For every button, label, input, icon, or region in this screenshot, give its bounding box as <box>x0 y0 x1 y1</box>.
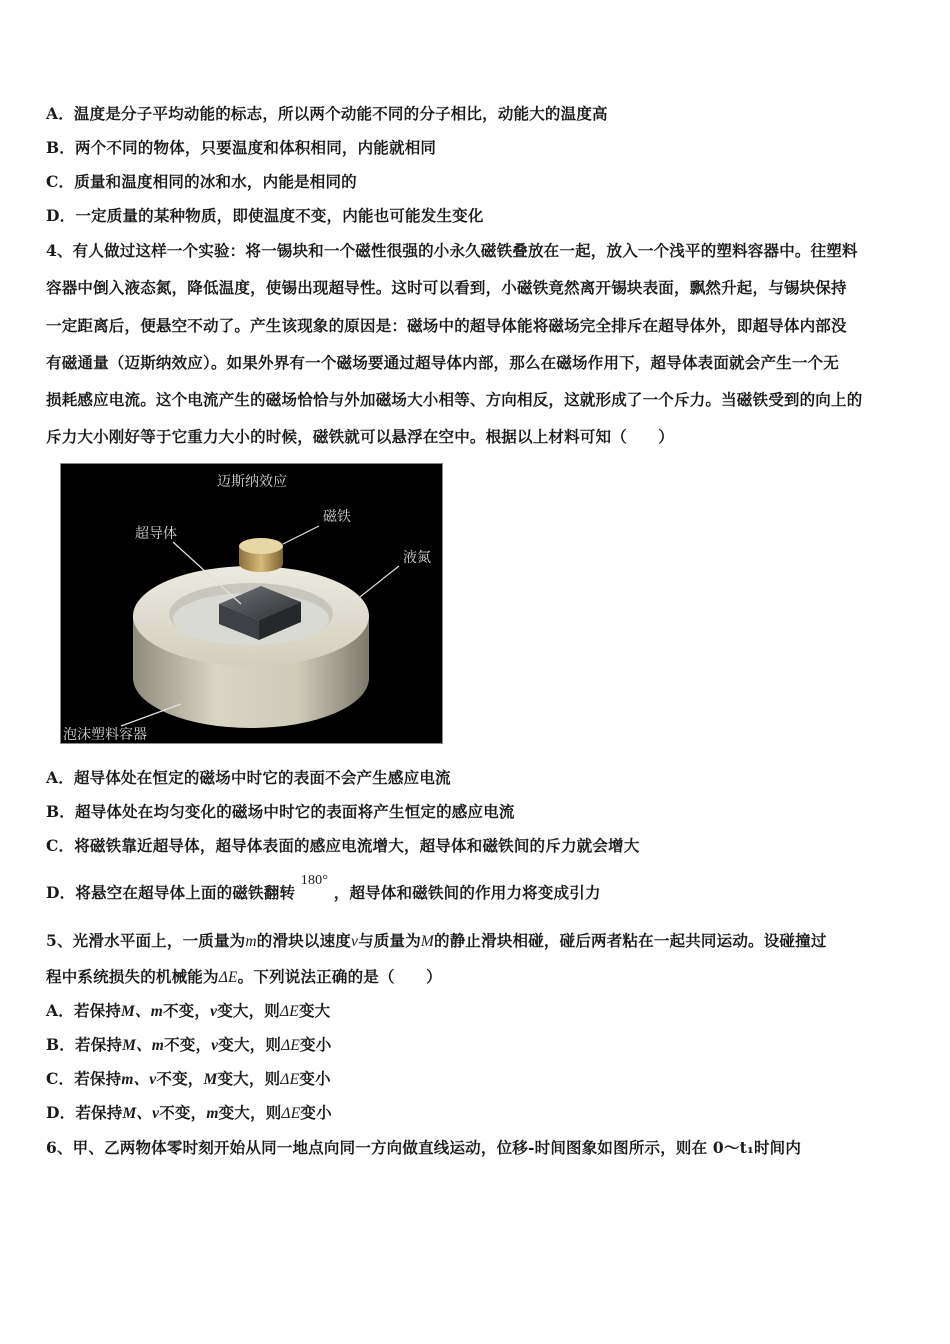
option-end: 变小 <box>300 1103 332 1122</box>
option-post: 变大，则 <box>217 1069 281 1088</box>
q4-option-d <box>46 873 601 903</box>
option-prefix: D．若保持 <box>46 1103 123 1122</box>
option-mid: 不变， <box>159 1103 207 1122</box>
q4-stem-line-5: 损耗感应电流。这个电流产生的磁场恰恰与外加磁场大小相等、方向相反，这就形成了一个斥力。当磁铁受到的向上的 <box>46 390 863 409</box>
q5-stem-text-1: 5、光滑水平面上，一质量为 <box>46 931 246 950</box>
option-delta-e: ΔE <box>280 1071 300 1088</box>
q4-stem-line-4: 有磁通量（迈斯纳效应）。如果外界有一个磁场要通过超导体内部，那么在磁场作用下，超导体表面就会产生一个无 <box>46 353 839 372</box>
q4-stem-line-1: 4、有人做过这样一个实验：将一锡块和一个磁性很强的小永久磁铁叠放在一起，放入一个浅平的塑料容器中。往塑料 <box>46 241 858 260</box>
q5-stem-text-4: 的静止滑块相碰，碰后两者粘在一起共同运动。设碰撞过 <box>434 931 827 950</box>
q4-option-d-text: D．将悬空在超导体上面的磁铁翻转 <box>46 883 296 902</box>
q3-option-b: B．两个不同的物体，只要温度和体积相同，内能就相同 <box>46 138 437 157</box>
option-delta-e: ΔE <box>281 1037 301 1054</box>
symbol-m: m <box>245 933 257 950</box>
option-mid: 不变， <box>164 1035 212 1054</box>
q3-option-d: D．一定质量的某种物质，即使温度不变，内能也可能发生变化 <box>46 206 484 225</box>
figure-title: 迈斯纳效应 <box>217 474 287 490</box>
q5-option-c <box>46 1067 331 1089</box>
q5-stem-text-2: 的滑块以速度 <box>256 931 351 950</box>
option-var2: M <box>203 1071 218 1088</box>
q3-option-a: A．温度是分子平均动能的标志，所以两个动能不同的分子相比，动能大的温度高 <box>46 104 608 123</box>
option-vars: M、v <box>122 1105 160 1122</box>
option-post: 变大，则 <box>218 1103 282 1122</box>
q5-option-b <box>46 1033 331 1055</box>
meissner-effect-figure <box>60 463 443 744</box>
q4-option-a: A．超导体处在恒定的磁场中时它的表面不会产生感应电流 <box>46 768 451 787</box>
q4-stem-line-3: 一定距离后，便悬空不动了。产生该现象的原因是：磁场中的超导体能将磁场完全排斥在超导体外，即超导体内部没 <box>46 316 847 335</box>
q4-option-d-text-end: ，超导体和磁铁间的作用力将变成引力 <box>333 883 601 902</box>
option-end: 变大 <box>298 1001 331 1020</box>
option-var2: v <box>211 1037 219 1054</box>
q5-stem-line-1 <box>46 929 827 951</box>
option-end: 变小 <box>299 1069 331 1088</box>
option-post: 变大，则 <box>218 1035 282 1054</box>
option-var2: m <box>206 1105 219 1122</box>
option-prefix: A．若保持 <box>46 1001 122 1020</box>
q6-stem: 6、甲、乙两物体零时刻开始从同一地点向同一方向做直线运动，位移-时间图象如图所示，则在 0～t₁时间内 <box>46 1138 802 1157</box>
label-superconductor: 超导体 <box>135 526 177 542</box>
label-container: 泡沫塑料容器 <box>63 727 147 743</box>
pointer-magnet <box>283 526 319 544</box>
q5-option-d <box>46 1101 332 1123</box>
option-mid: 不变， <box>156 1069 204 1088</box>
symbol-delta-e: ΔE <box>218 969 238 986</box>
symbol-v: v <box>351 933 359 950</box>
q5-option-a <box>46 999 330 1021</box>
option-prefix: B．若保持 <box>46 1035 123 1054</box>
option-prefix: C．若保持 <box>46 1069 122 1088</box>
option-delta-e: ΔE <box>280 1003 299 1020</box>
q5-stem-text-5: 程中系统损失的机械能为 <box>46 967 219 986</box>
option-var2: v <box>210 1003 218 1020</box>
symbol-M: M <box>420 933 435 950</box>
option-vars: M、m <box>121 1003 163 1020</box>
option-end: 变小 <box>300 1035 332 1054</box>
option-mid: 不变， <box>162 1001 211 1020</box>
meissner-effect-illustration <box>61 464 442 743</box>
option-vars: m、v <box>121 1071 157 1088</box>
option-post: 变大，则 <box>217 1001 280 1020</box>
q5-stem-text-3: 与质量为 <box>358 931 421 950</box>
q4-option-c: C．将磁铁靠近超导体，超导体表面的感应电流增大，超导体和磁铁间的斥力就会增大 <box>46 836 640 855</box>
q4-option-b: B．超导体处在均匀变化的磁场中时它的表面将产生恒定的感应电流 <box>46 802 515 821</box>
angle-180: 180° <box>300 873 329 888</box>
option-vars: M、m <box>122 1037 165 1054</box>
label-magnet: 磁铁 <box>323 509 351 525</box>
label-liquid-nitrogen: 液氮 <box>403 550 431 566</box>
q4-stem-line-2: 容器中倒入液态氮，降低温度，使锡出现超导性。这时可以看到，小磁铁竟然离开锡块表面，飘然升起，与锡块保持 <box>46 278 847 297</box>
q3-option-c: C．质量和温度相同的冰和水，内能是相同的 <box>46 172 357 191</box>
q5-stem-line-2 <box>46 965 442 987</box>
q4-stem-line-6: 斥力大小刚好等于它重力大小的时候，磁铁就可以悬浮在空中。根据以上材料可知（ ） <box>46 427 675 446</box>
magnet-top <box>239 538 283 554</box>
option-delta-e: ΔE <box>281 1105 301 1122</box>
q5-stem-text-6: 。下列说法正确的是（ ） <box>237 967 442 986</box>
